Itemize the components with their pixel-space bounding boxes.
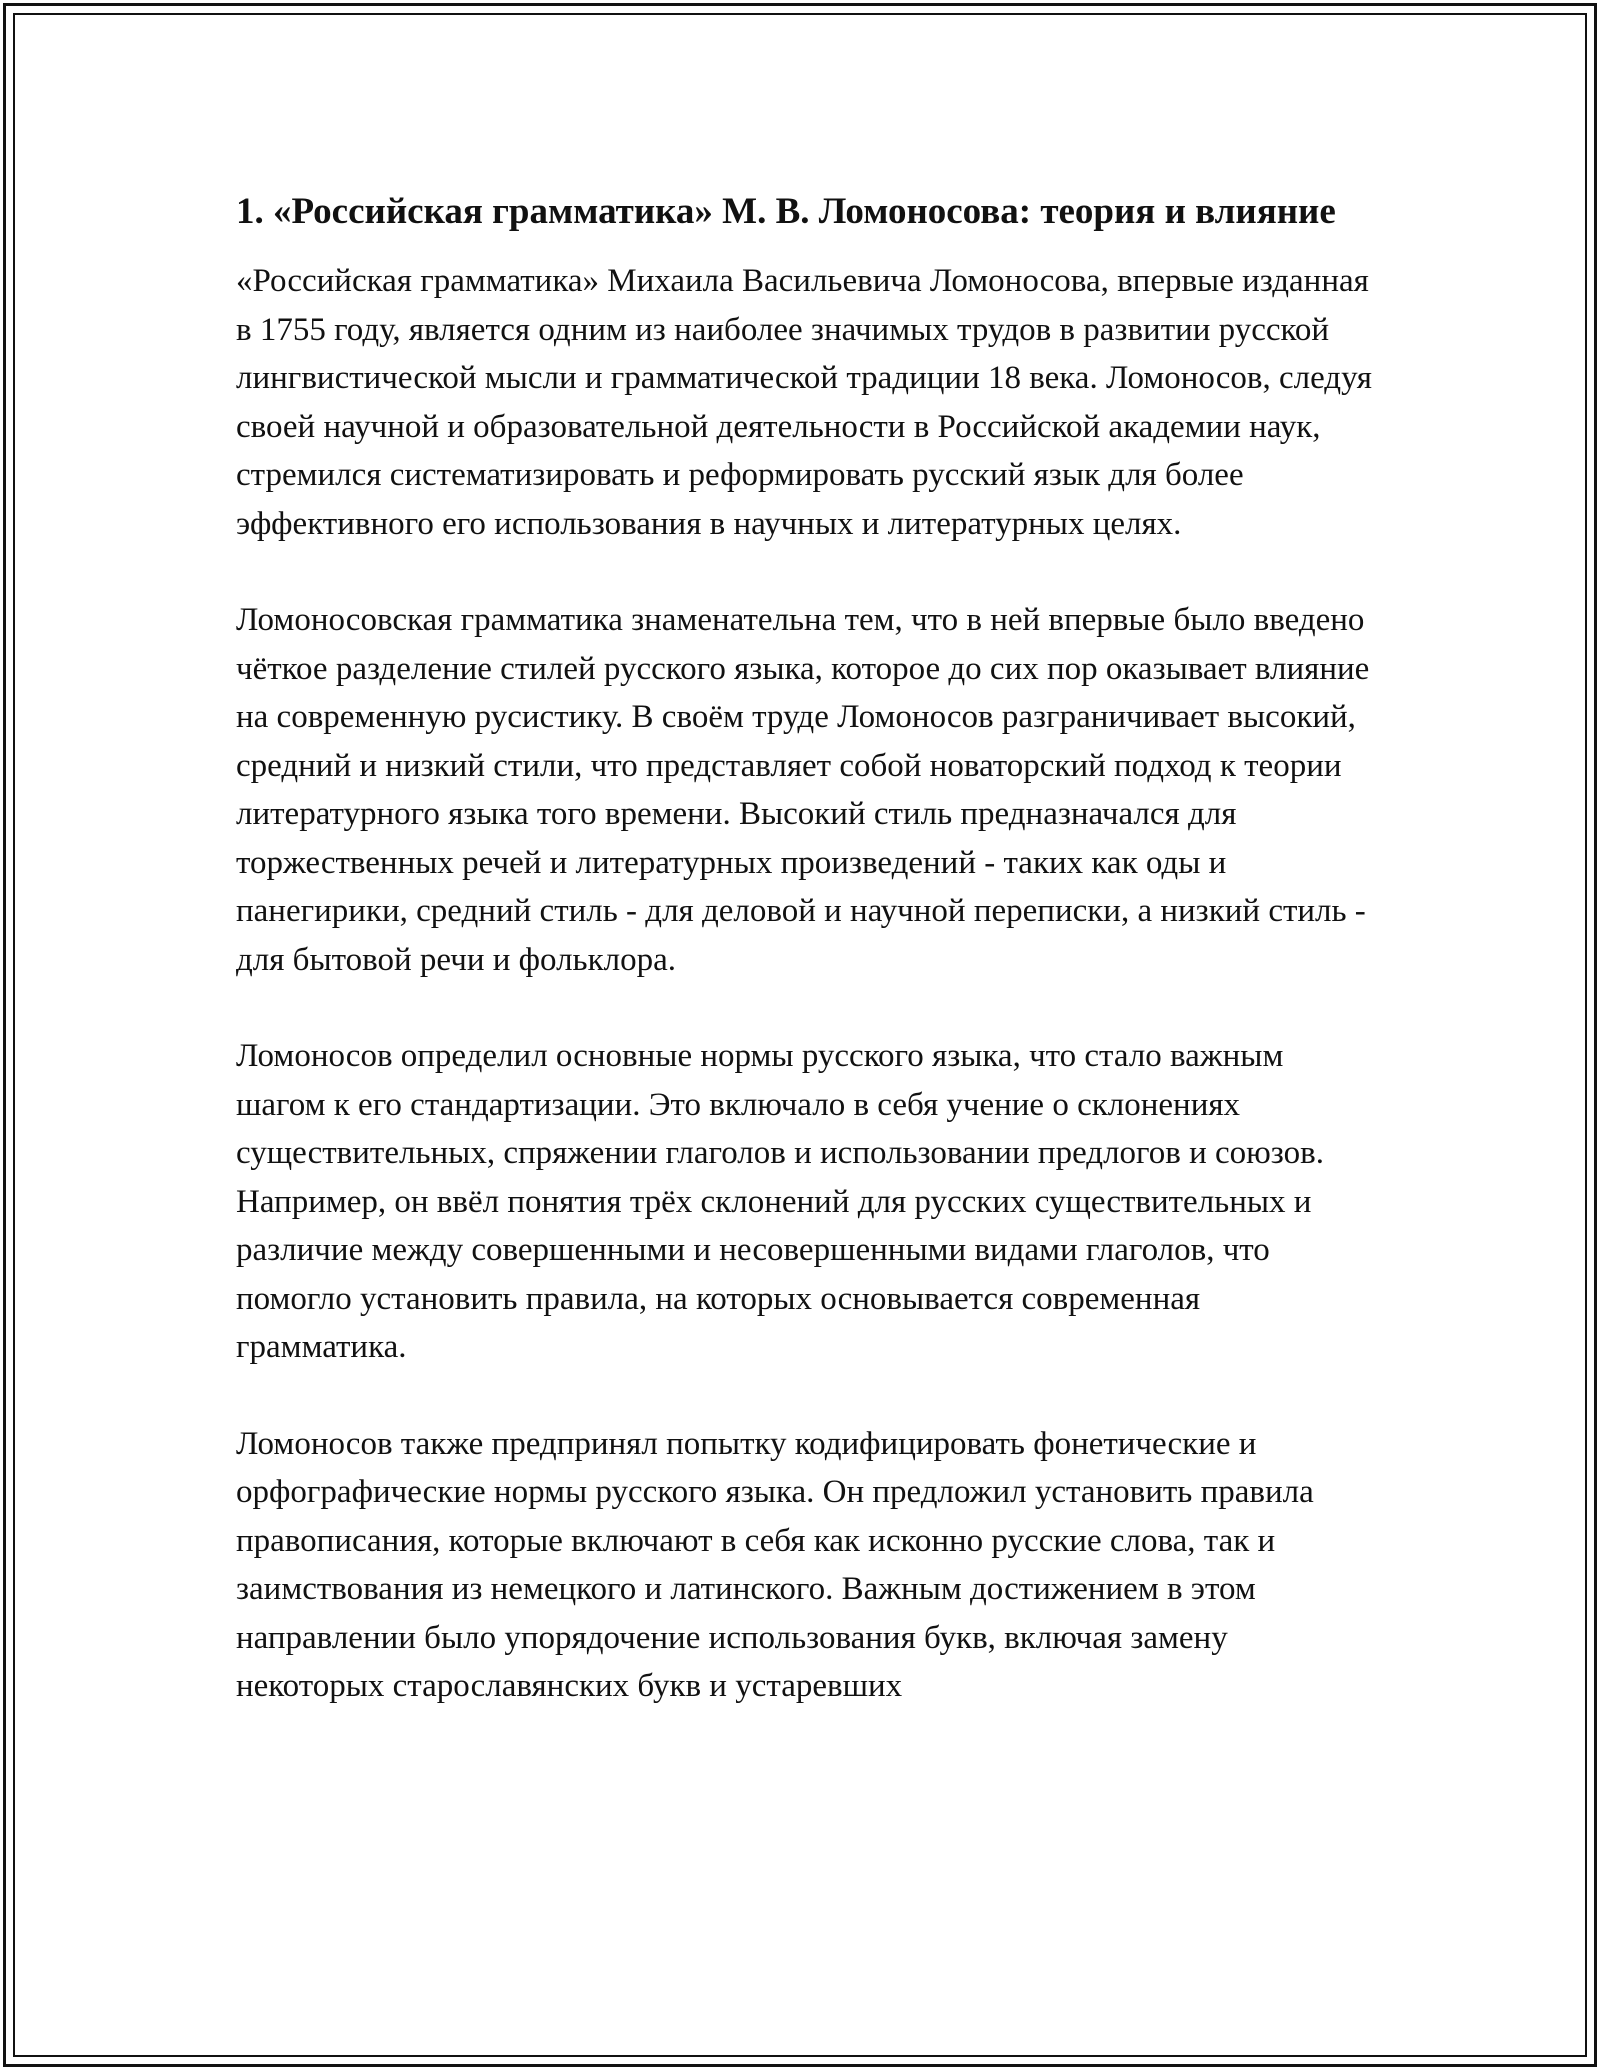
paragraph-3: Ломоносов определил основные нормы русского языка, что стало важным шагом к его стандартизации. Это включало в себя учение о склонениях существительных, спряжении глаголов и использовании предлогов и союзов. Например, он ввёл понятия трёх склонений для русских существительных и различие между совершенными и несовершенными видами глаголов, что помогло установить правила, на которых основывается современная грамматика.	[236, 1038, 1324, 1365]
paragraph-1: «Российская грамматика» Михаила Васильевича Ломоносова, впервые изданная в 1755 году, является одним из наиболее значимых трудов в развитии русской лингвистической мысли и грамматической традиции 18 века. Ломоносов, следуя своей научной и образовательной деятельности в Российской академии наук, стремился систематизировать и реформировать русский язык для более эффективного его использования в научных и литературных целях.	[236, 263, 1372, 542]
paragraph-4: Ломоносов также предпринял попытку кодифицировать фонетические и орфографические нормы русского языка. Он предложил установить правила правописания, которые включают в себя как исконно русские слова, так и заимствования из немецкого и латинского. Важным достижением в этом направлении было упорядочение использования букв, включая замену некоторых старославянских букв и устаревших	[236, 1425, 1314, 1704]
document-body	[236, 184, 1376, 1711]
paragraph-2: Ломоносовская грамматика знаменательна тем, что в ней впервые было введено чёткое разделение стилей русского языка, которое до сих пор оказывает влияние на современную русистику. В своём труде Ломоносов разграничивает высокий, средний и низкий стили, что представляет собой новаторский подход к теории литературного языка того времени. Высокий стиль предназначался для торжественных речей и литературных произведений - таких как оды и панегирики, средний стиль - для деловой и научной переписки, а низкий стиль - для бытовой речи и фольклора.	[236, 602, 1370, 978]
section-heading: 1. «Российская грамматика» М. В. Ломоносова: теория и влияние	[236, 191, 1336, 232]
